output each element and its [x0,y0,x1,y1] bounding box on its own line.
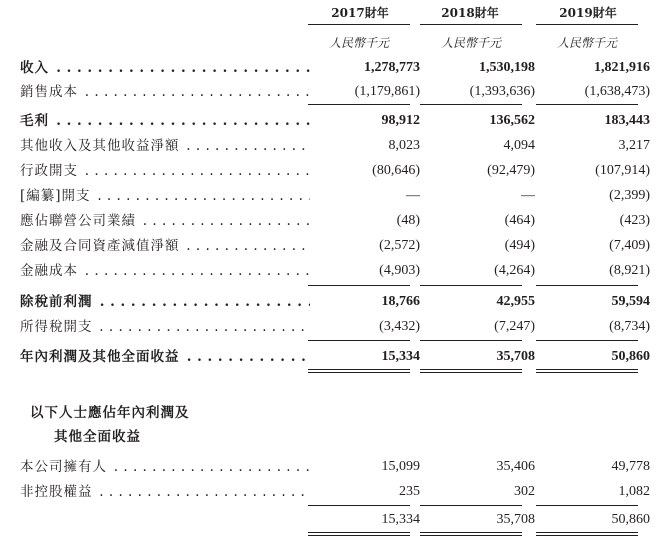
value-2019: (8,921) [609,263,650,278]
value-2017: 15,099 [381,459,420,474]
value-2018: (464) [504,213,535,228]
row-revenue [20,58,650,78]
row-income-tax [20,317,650,337]
value-2018: (1,393,636) [469,84,535,99]
unit-label-2017: 人民幣千元 [328,36,389,50]
total-2017: 15,334 [381,512,420,527]
value-2018: (4,264) [494,263,535,278]
value-2018: — [521,188,535,203]
total-double-rule-2018 [420,369,522,373]
row-label: 年內利潤及其他全面收益 . . . [20,347,310,367]
row-profit-before-tax [20,292,650,312]
row-label: [編纂]開支 . . . [20,186,310,206]
subtotal-rule-2019 [536,285,638,286]
value-2017: 1,278,773 [364,60,420,75]
subtotal-rule-2017 [308,340,410,341]
row-label: 毛利 . . . [20,111,310,131]
unit-label-2018: 人民幣千元 [440,36,501,50]
col-header-2019: 2019財年 [559,6,617,20]
value-2017: 235 [399,484,420,499]
row-label: 金融及合同資產減值淨額 . . . [20,236,310,256]
value-2019: (8,734) [609,319,650,334]
total-2018: 35,708 [496,512,535,527]
value-2019: (1,638,473) [584,84,650,99]
value-2019: (2,399) [609,188,650,203]
value-2017: (48) [396,213,420,228]
row-label: 行政開支 . . . [20,161,310,181]
row-impairment [20,236,650,256]
value-2017: 15,334 [381,349,420,364]
row-non-controlling-interests [20,482,650,502]
row-finance-costs [20,261,650,281]
value-2017: — [406,188,420,203]
row-label: 應佔聯營公司業績 . . . [20,211,310,231]
row-redacted-expenses [20,186,650,206]
subtotal-rule-2018 [420,104,522,105]
subtotal-rule-2018 [420,285,522,286]
subtotal-rule-2017 [308,104,410,105]
header-rule-2017 [308,24,410,25]
value-2019: 1,821,916 [594,60,650,75]
subtotal-rule-2019 [536,340,638,341]
row-cost-of-sales [20,82,650,102]
total-double-rule-2019 [536,369,638,373]
value-2019: 49,778 [611,459,650,474]
value-2019: 50,860 [611,349,650,364]
row-owners-of-company [20,457,650,477]
value-2017: (4,903) [379,263,420,278]
value-2019: 1,082 [618,484,650,499]
value-2019: 3,217 [618,138,650,153]
value-2018: 35,406 [496,459,535,474]
value-2019: (107,914) [595,163,650,178]
attribution-heading-line2: 其他全面收益 [54,429,141,445]
unit-label-2019: 人民幣千元 [556,36,617,50]
attribution-heading-line1: 以下人士應佔年內利潤及 [30,405,190,421]
row-label: 所得稅開支 . . . [20,317,310,337]
value-2018: 42,955 [496,294,535,309]
total-double-rule-2017 [308,369,410,373]
subtotal-rule-2019 [536,505,638,506]
row-attribution-total [20,510,650,530]
header-rule-2019 [536,24,638,25]
total-double-rule-2017 [308,532,410,536]
value-2017: (80,646) [372,163,420,178]
total-double-rule-2018 [420,532,522,536]
row-other-income [20,136,650,156]
row-label: 其他收入及其他收益淨額 . . . [20,136,310,156]
value-2017: (3,432) [379,319,420,334]
value-2018: 1,530,198 [479,60,535,75]
value-2018: (92,479) [487,163,535,178]
total-2019: 50,860 [611,512,650,527]
value-2018: (7,247) [494,319,535,334]
subtotal-rule-2017 [308,285,410,286]
value-2017: (1,179,861) [354,84,420,99]
subtotal-rule-2018 [420,505,522,506]
row-gross-profit [20,111,650,131]
subtotal-rule-2017 [308,505,410,506]
row-label: 金融成本 . . . [20,261,310,281]
attribution-heading [20,403,650,451]
value-2017: 98,912 [381,113,420,128]
row-admin-expenses [20,161,650,181]
value-2019: 59,594 [611,294,650,309]
total-double-rule-2019 [536,532,638,536]
value-2018: 302 [514,484,535,499]
value-2018: 4,094 [503,138,535,153]
value-2019: (423) [619,213,650,228]
value-2017: (2,572) [379,238,420,253]
row-label: 本公司擁有人 . . . [20,457,310,477]
col-header-2018: 2018財年 [441,6,499,20]
value-2018: (494) [504,238,535,253]
value-2018: 35,708 [496,349,535,364]
header-rule-2018 [420,24,522,25]
row-share-of-associates [20,211,650,231]
row-label: 除稅前利潤 . . . [20,292,310,312]
subtotal-rule-2018 [420,340,522,341]
value-2019: (7,409) [609,238,650,253]
value-2019: 183,443 [604,113,650,128]
row-label: 銷售成本 . . . [20,82,310,102]
value-2017: 8,023 [388,138,420,153]
row-label: 非控股權益 . . . [20,482,310,502]
value-2017: 18,766 [381,294,420,309]
col-header-2017: 2017財年 [331,6,389,20]
row-label: 收入 . . . [20,58,310,78]
row-profit-for-year [20,347,650,367]
subtotal-rule-2019 [536,104,638,105]
value-2018: 136,562 [489,113,535,128]
